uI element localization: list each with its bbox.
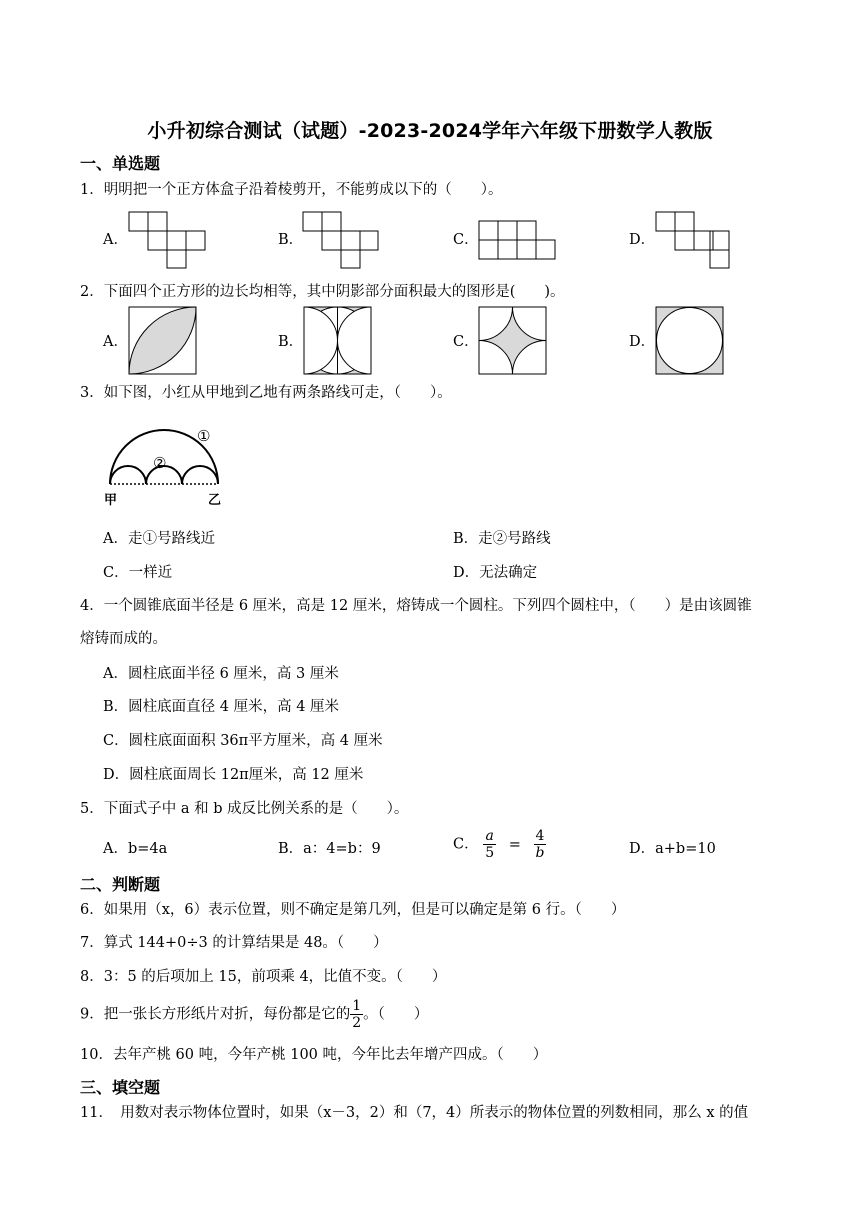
question-11: 11． 用数对表示物体位置时，如果（x－3，2）和（7，4）所表示的物体位置的列数相同，那么 x 的值 bbox=[80, 1105, 749, 1121]
q9-text-before: 9．把一张长方形纸片对折，每份都是它的 bbox=[80, 1006, 351, 1023]
fraction-numerator: 1 bbox=[352, 998, 362, 1014]
fraction-numerator: a bbox=[483, 828, 496, 845]
question-8: 8．3：5 的后项加上 15，前项乘 4，比值不变。（ ） bbox=[80, 969, 447, 985]
q2-option-c[interactable]: C． bbox=[453, 334, 479, 350]
question-4-line-2: 熔铸而成的。 bbox=[80, 631, 167, 647]
question-6: 6．如果用（x，6）表示位置，则不确定是第几列，但是可以确定是第 6 行。（ ） bbox=[80, 902, 626, 918]
fraction-denominator: 2 bbox=[352, 1015, 362, 1031]
q4-option-c[interactable]: C．圆柱底面面积 36π平方厘米，高 4 厘米 bbox=[103, 733, 383, 749]
q5-option-b[interactable]: B．a：4=b：9 bbox=[278, 841, 381, 857]
q2-option-b[interactable]: B． bbox=[278, 334, 304, 350]
start-point-label: 甲 bbox=[104, 493, 118, 508]
q5-option-c-fraction-right bbox=[534, 828, 547, 861]
q3-route-figure bbox=[0, 0, 860, 520]
q1-option-a[interactable]: A． bbox=[103, 232, 128, 248]
question-2: 2．下面四个正方形的边长均相等，其中阴影部分面积最大的图形是( )。 bbox=[80, 284, 565, 300]
q3-option-d[interactable]: D．无法确定 bbox=[453, 565, 538, 581]
question-10: 10．去年产桃 60 吨，今年产桃 100 吨，今年比去年增产四成。（ ） bbox=[80, 1047, 548, 1063]
q4-option-b[interactable]: B．圆柱底面直径 4 厘米，高 4 厘米 bbox=[103, 699, 340, 715]
q3-option-c[interactable]: C．一样近 bbox=[103, 565, 173, 581]
q1-option-b[interactable]: B． bbox=[278, 232, 304, 248]
equals-sign: = bbox=[508, 836, 521, 853]
q5-option-c-fraction-left bbox=[483, 828, 496, 861]
section-heading-true-false: 二、判断题 bbox=[80, 875, 161, 894]
q5-option-a[interactable]: A．b=4a bbox=[103, 841, 168, 857]
question-5: 5．下面式子中 a 和 b 成反比例关系的是（ ）。 bbox=[80, 801, 409, 817]
q1-option-d[interactable]: D． bbox=[629, 232, 656, 248]
question-3: 3．如下图，小红从甲地到乙地有两条路线可走，（ ）。 bbox=[80, 385, 452, 401]
q4-option-a[interactable]: A．圆柱底面半径 6 厘米，高 3 厘米 bbox=[103, 666, 339, 682]
route-1-label: ① bbox=[197, 427, 211, 445]
q3-option-b[interactable]: B．走②号路线 bbox=[453, 531, 551, 547]
q3-option-a[interactable]: A．走①号路线近 bbox=[103, 531, 215, 547]
q5-option-c[interactable] bbox=[453, 828, 546, 861]
q2-option-d[interactable]: D． bbox=[629, 334, 656, 350]
q2-option-a[interactable]: A． bbox=[103, 334, 128, 350]
end-point-label: 乙 bbox=[208, 493, 222, 508]
fraction-numerator: 4 bbox=[534, 828, 547, 845]
section-heading-single-choice: 一、单选题 bbox=[80, 154, 161, 173]
q1-option-c[interactable]: C． bbox=[453, 232, 479, 248]
q9-fraction bbox=[350, 998, 363, 1031]
q4-option-d[interactable]: D．圆柱底面周长 12π厘米，高 12 厘米 bbox=[103, 767, 364, 783]
question-4-line-1: 4．一个圆锥底面半径是 6 厘米，高是 12 厘米，熔铸成一个圆柱。下列四个圆柱中，（ ）是由该圆锥 bbox=[80, 598, 752, 614]
question-9 bbox=[80, 998, 428, 1031]
question-7: 7．算式 144+0÷3 的计算结果是 48。（ ） bbox=[80, 935, 388, 951]
q5-option-c-label: C． bbox=[453, 836, 479, 853]
question-1: 1．明明把一个正方体盒子沿着棱剪开，不能剪成以下的（ ）。 bbox=[80, 182, 503, 198]
page-title: 小升初综合测试（试题）-2023-2024学年六年级下册数学人教版 bbox=[147, 120, 713, 142]
q5-option-d[interactable]: D．a+b=10 bbox=[629, 841, 716, 857]
section-heading-fill-blank: 三、填空题 bbox=[80, 1078, 161, 1097]
fraction-denominator: b bbox=[535, 845, 545, 861]
q9-text-after: 。（ ） bbox=[363, 1006, 429, 1023]
route-2-label: ② bbox=[153, 454, 167, 472]
fraction-denominator: 5 bbox=[485, 845, 495, 861]
